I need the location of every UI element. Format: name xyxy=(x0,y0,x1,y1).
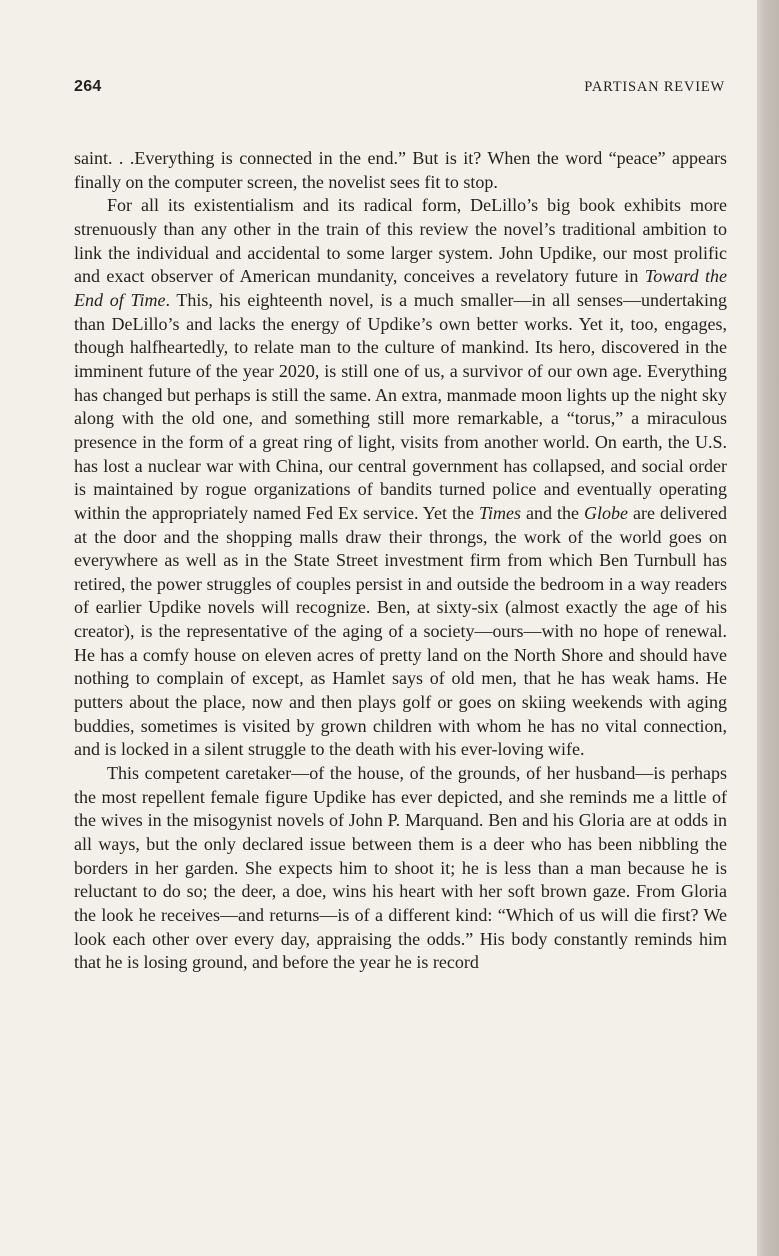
paragraph-1 xyxy=(74,147,727,194)
body-text xyxy=(74,147,727,975)
text-run: For all its existentialism and its radical form, DeLillo’s big book exhibits more strenuously than any other in the train of this review the novel’s traditional ambition to link the individual and accidental to some larger system. John Updike, our most prolific and exact observer of American mundanity, conceives a revelatory future in xyxy=(74,195,727,287)
page-edge xyxy=(757,0,779,1256)
page-number: 264 xyxy=(74,78,102,95)
italic-title: Globe xyxy=(584,502,629,523)
text-run: and the xyxy=(521,502,585,523)
text-run: saint. . .Everything is connected in the end.” But is it? When the word “peace” appears finally on the computer screen, the novelist sees fit to stop. xyxy=(74,148,727,192)
page-header xyxy=(74,78,725,102)
text-run: are delivered at the door and the shopping malls draw their throngs, the work of the world goes on everywhere as well as in the State Street investment firm from which Ben Turnbull has retired, the power struggles of couples persist in and outside the bedroom in a way readers of earlier Updike novels will recognize. Ben, at sixty-six (almost exactly the age of his creator), is the representative of the aging of a society—ours—with no hope of renewal. He has a comfy house on eleven acres of pretty land on the North Shore and should have nothing to complain of except, as Hamlet says of old men, that he has weak hams. He putters about the place, now and then plays golf or goes on skiing weekends with aging buddies, sometimes is visited by grown children with whom he has no vital connection, and is locked in a silent struggle to the death with his ever-loving wife. xyxy=(74,502,728,760)
italic-title: Toward the End of Time xyxy=(74,266,727,310)
paragraph-2 xyxy=(74,194,727,762)
running-head: PARTISAN REVIEW xyxy=(584,79,725,95)
paragraph-3 xyxy=(74,762,727,975)
italic-title: Times xyxy=(479,502,522,523)
text-run: . This, his eighteenth novel, is a much smaller—in all senses—undertaking than DeLillo’s and lacks the energy of Updike’s own better works. Yet it, too, engages, though halfheartedly, to relate man to the culture of mankind. Its hero, discovered in the imminent future of the year 2020, is still one of us, a survivor of our own age. Everything has changed but perhaps is still the same. An extra, manmade moon lights up the night sky along with the old one, and something still more remarkable, a “torus,” a miraculous presence in the form of a great ring of light, visits from another world. On earth, the U.S. has lost a nuclear war with China, our central government has collapsed, and social order is maintained by rogue organizations of bandits turned police and eventually operating within the appropriately named Fed Ex service. Yet the xyxy=(74,289,727,523)
text-run: This competent caretaker—of the house, of the grounds, of her husband—is perhaps the most repellent female figure Updike has ever depicted, and she reminds me a little of the wives in the misogynist novels of John P. Marquand. Ben and his Gloria are at odds in all ways, but the only declared issue between them is a deer who has been nibbling the borders in her garden. She expects him to shoot it; he is less than a man because he is reluctant to do so; the deer, a doe, wins his heart with her soft brown gaze. From Gloria the look he receives—and returns—is of a different kind: “Which of us will die first? We look each other over every day, appraising the odds.” His body constantly reminds him that he is losing ground, and before the year he is record xyxy=(74,763,727,973)
